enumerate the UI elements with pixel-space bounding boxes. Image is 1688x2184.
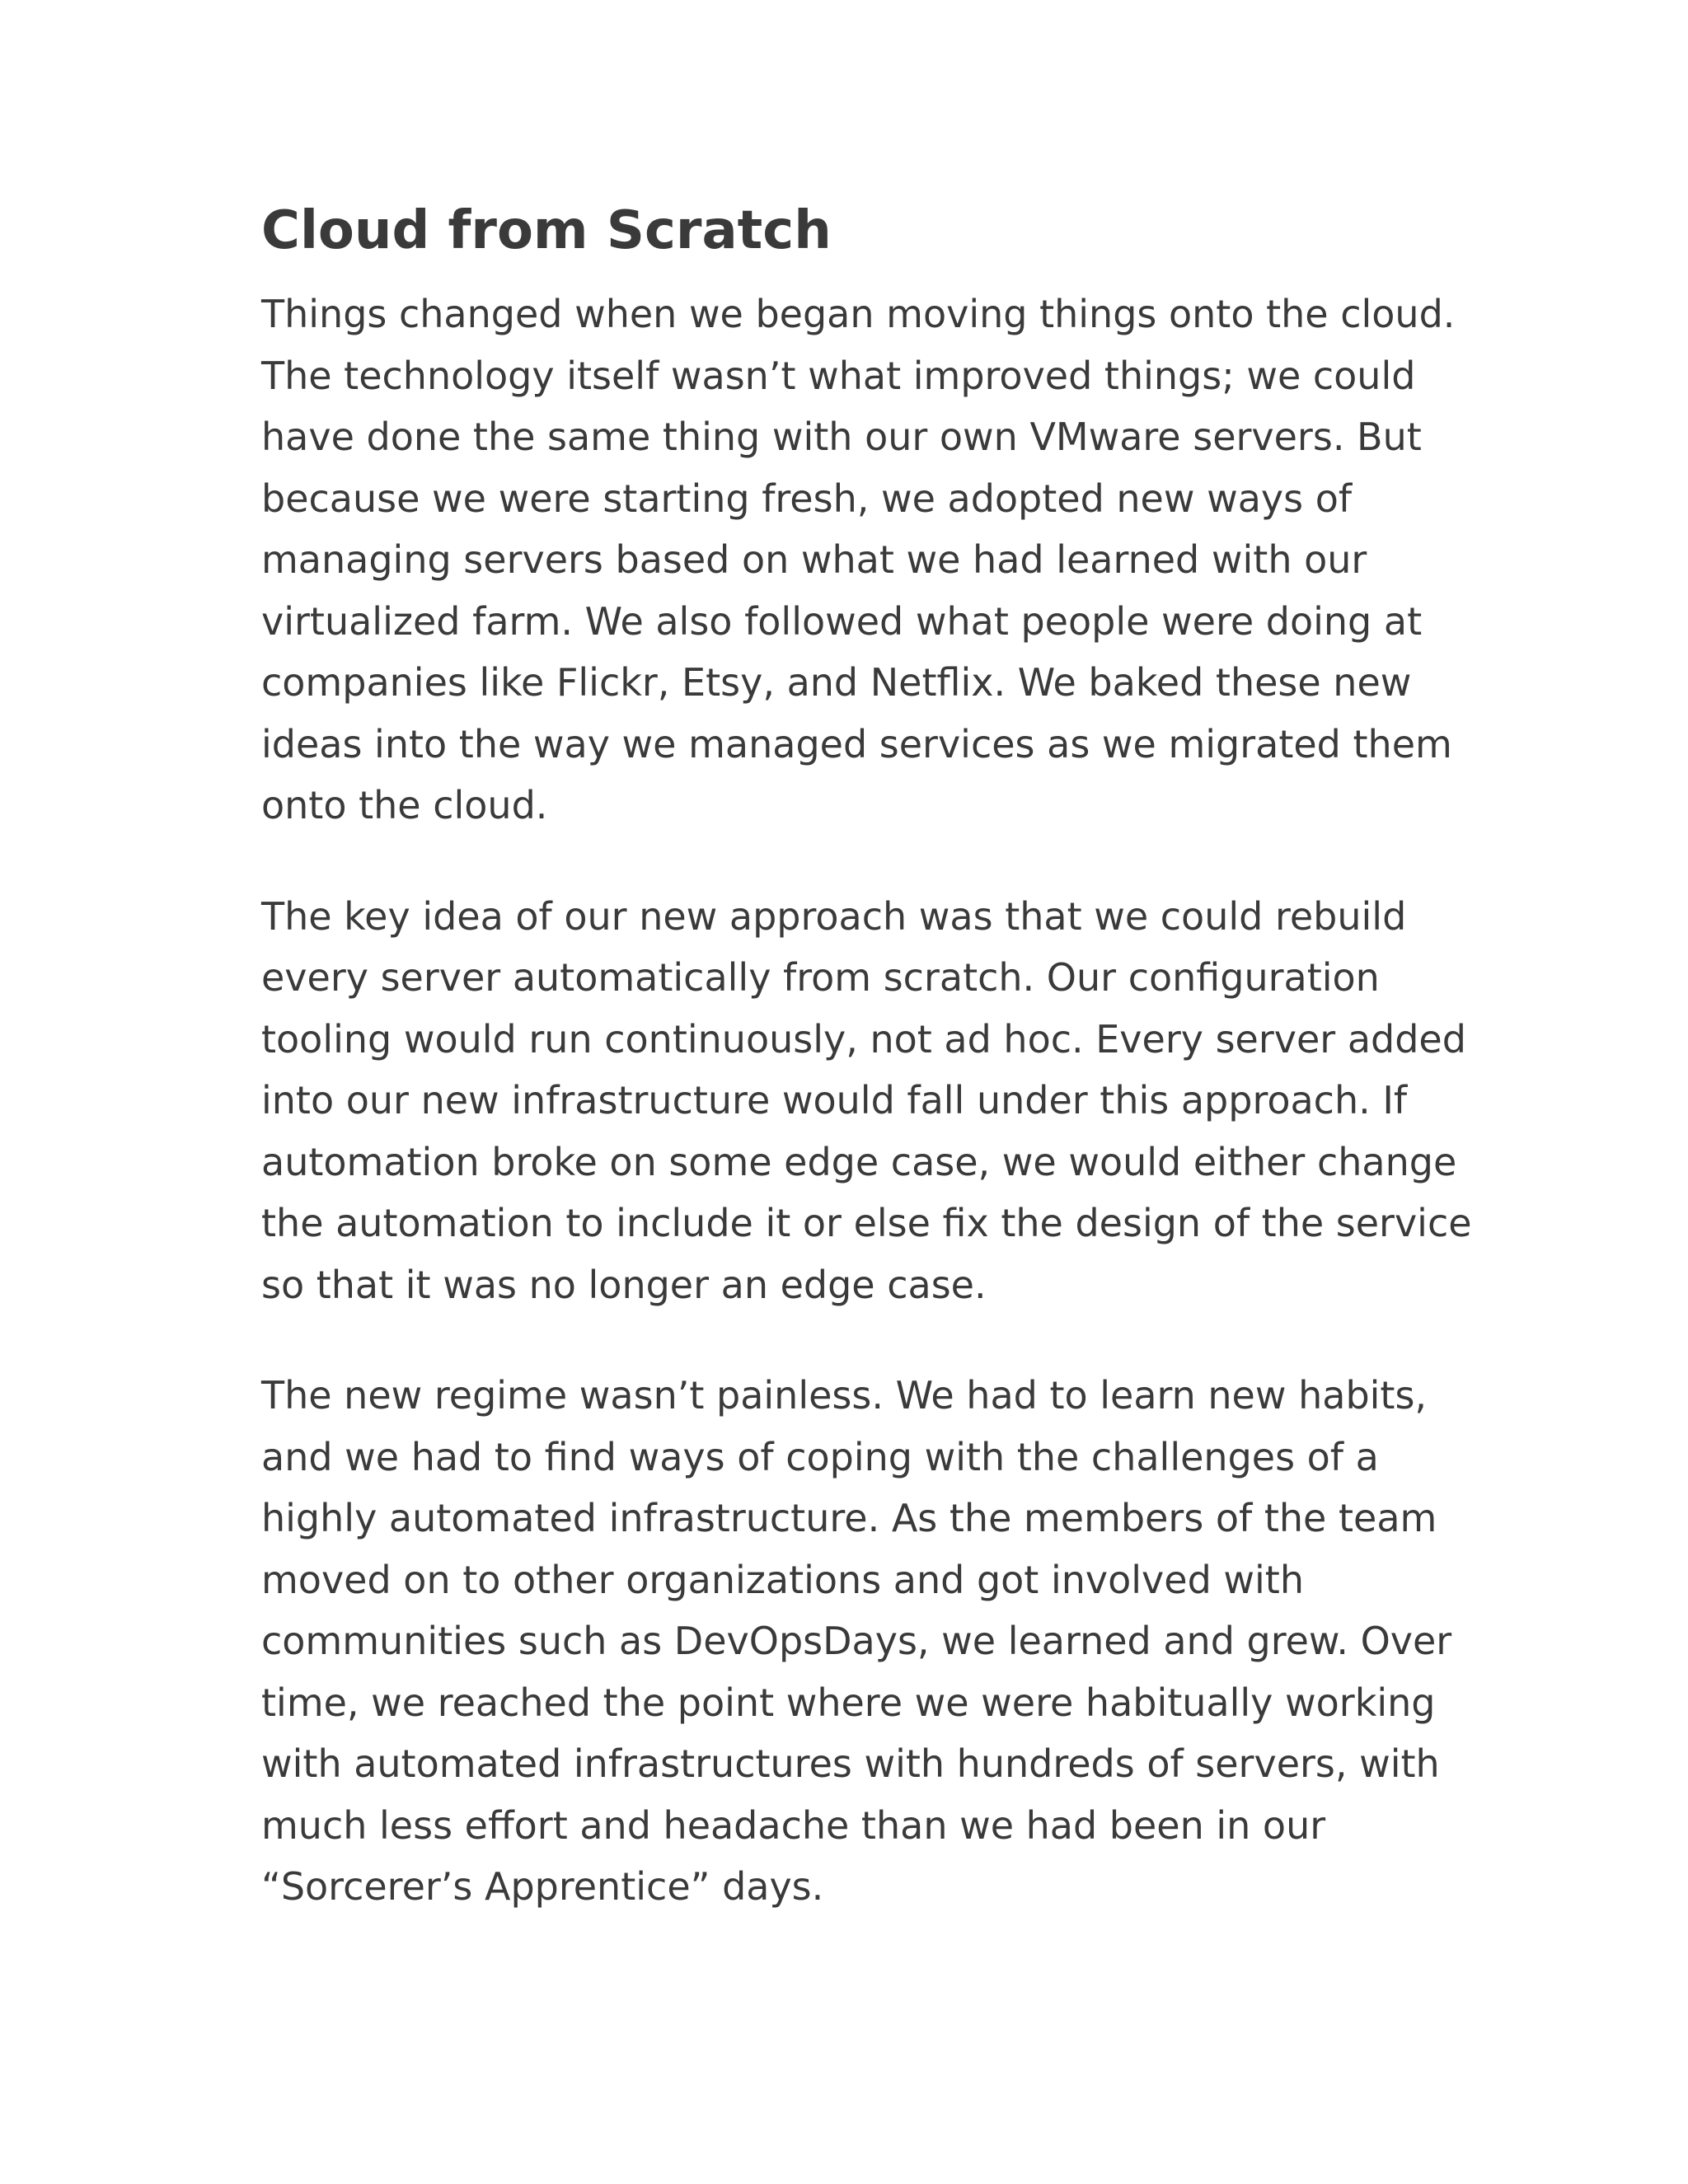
text-line: with automated infrastructures with hundreds of servers, with — [261, 1741, 1440, 1786]
text-line: ideas into the way we managed services as we migrated them — [261, 721, 1452, 766]
section-heading: Cloud from Scratch — [261, 200, 832, 261]
paragraph-3 — [261, 1365, 1452, 1918]
text-line: companies like Flickr, Etsy, and Netflix. We baked these new — [261, 660, 1412, 705]
text-line: moved on to other organizations and got involved with — [261, 1557, 1304, 1602]
text-line: much less effort and headache than we had been in our — [261, 1802, 1326, 1848]
text-line: Things changed when we began moving things onto the cloud. — [261, 292, 1456, 336]
text-line: communities such as DevOpsDays, we learned and grew. Over — [261, 1619, 1452, 1663]
text-line: time, we reached the point where we were habitually working — [261, 1680, 1436, 1725]
text-line: onto the cloud. — [261, 783, 548, 827]
paragraph-1 — [261, 284, 1456, 837]
paragraph-2 — [261, 886, 1472, 1316]
text-line: The key idea of our new approach was that we could rebuild — [261, 893, 1407, 939]
text-line: have done the same thing with our own VMware servers. But — [261, 415, 1422, 459]
text-line: so that it was no longer an edge case. — [261, 1262, 987, 1307]
text-line: automation broke on some edge case, we would either change — [261, 1139, 1457, 1184]
text-line: tooling would run continuously, not ad hoc. Every server added — [261, 1016, 1466, 1062]
text-line: the automation to include it or else fix the design of the service — [261, 1201, 1472, 1245]
text-line: managing servers based on what we had learned with our — [261, 537, 1367, 582]
text-line: virtualized farm. We also followed what people were doing at — [261, 598, 1423, 644]
text-line: The new regime wasn’t painless. We had to learn new habits, — [261, 1373, 1428, 1418]
text-line: The technology itself wasn’t what improved things; we could — [261, 353, 1416, 398]
text-line: “Sorcerer’s Apprentice” days. — [261, 1864, 824, 1909]
text-line: because we were starting fresh, we adopted new ways of — [261, 476, 1353, 521]
text-line: and we had to find ways of coping with the challenges of a — [261, 1434, 1379, 1479]
document-page — [261, 194, 1472, 1967]
text-line: every server automatically from scratch. Our configuration — [261, 955, 1380, 1000]
text-line: highly automated infrastructure. As the members of the team — [261, 1496, 1437, 1540]
text-line: into our new infrastructure would fall under this approach. If — [261, 1078, 1408, 1122]
